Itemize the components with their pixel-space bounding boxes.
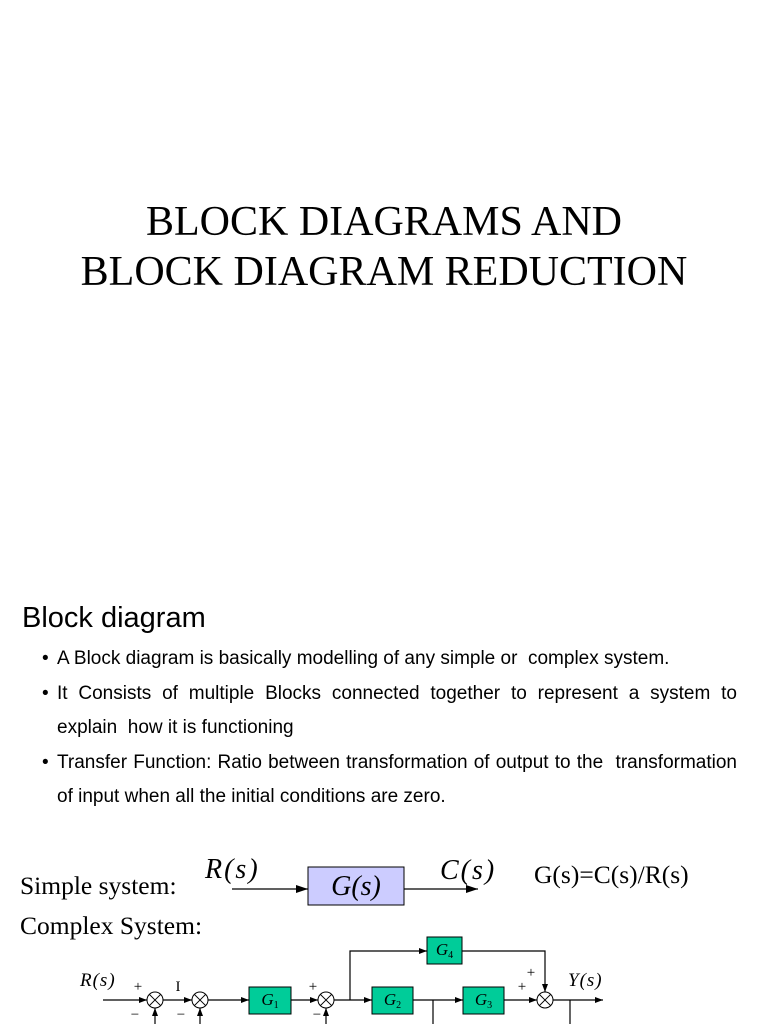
bullet-line: It Consists of multiple Blocks connected together to represent a system to — [57, 682, 737, 704]
summing-junction-1 — [147, 992, 163, 1008]
summing-junction-3 — [318, 992, 334, 1008]
simple-system-diagram — [204, 854, 496, 905]
block-subscript: 3 — [487, 1000, 493, 1011]
complex-input-label: R(s) — [80, 970, 116, 991]
junction-4-sign-left: + — [517, 979, 527, 995]
block-symbol: G — [474, 990, 488, 1009]
block-symbol: G — [383, 990, 397, 1009]
bullet-marker: • — [42, 682, 49, 704]
section-heading: Block diagram — [22, 602, 206, 634]
bullet-line: explain how it is functioning — [57, 717, 294, 738]
block-symbol: G — [435, 940, 449, 959]
junction-3-sign-top: + — [308, 979, 318, 995]
summing-junction-2 — [192, 992, 208, 1008]
complex-system-diagram — [79, 937, 603, 1024]
bullet-marker: • — [42, 751, 49, 773]
complex-system-label: Complex System: — [20, 911, 203, 940]
block-subscript: 2 — [396, 1000, 402, 1011]
complex-output-label: Y(s) — [568, 970, 603, 991]
junction-1-sign-bottom: − — [130, 1007, 140, 1023]
junction-2-sign-bottom: − — [176, 1007, 186, 1023]
simple-output-label: C(s) — [440, 855, 497, 886]
transfer-function-block-label: G(s) — [331, 871, 381, 902]
block-symbol: G — [261, 990, 274, 1009]
junction-2-sign-top: I — [175, 979, 181, 995]
title-line-1: BLOCK DIAGRAMS AND — [145, 199, 623, 245]
transfer-function-equation: G(s)=C(s)/R(s) — [534, 860, 689, 889]
junction-3-sign-bottom: − — [312, 1007, 322, 1023]
junction-4-sign-top: + — [526, 965, 536, 981]
simple-system-label: Simple system: — [20, 871, 177, 900]
bullet-line: A Block diagram is basically modelling of any simple or complex system. — [57, 648, 670, 669]
junction-1-sign-top: + — [133, 979, 143, 995]
title-line-2: BLOCK DIAGRAM REDUCTION — [80, 249, 688, 295]
bullet-line: of input when all the initial conditions are zero. — [57, 786, 446, 807]
simple-input-label: R(s) — [205, 854, 260, 885]
block-subscript: 4 — [448, 950, 454, 961]
block-subscript: 1 — [273, 1000, 279, 1011]
bullet-marker: • — [42, 648, 49, 669]
summing-junction-4 — [537, 992, 553, 1008]
bullet-line: Transfer Function: Ratio between transformation of output to the transformation — [57, 751, 737, 773]
